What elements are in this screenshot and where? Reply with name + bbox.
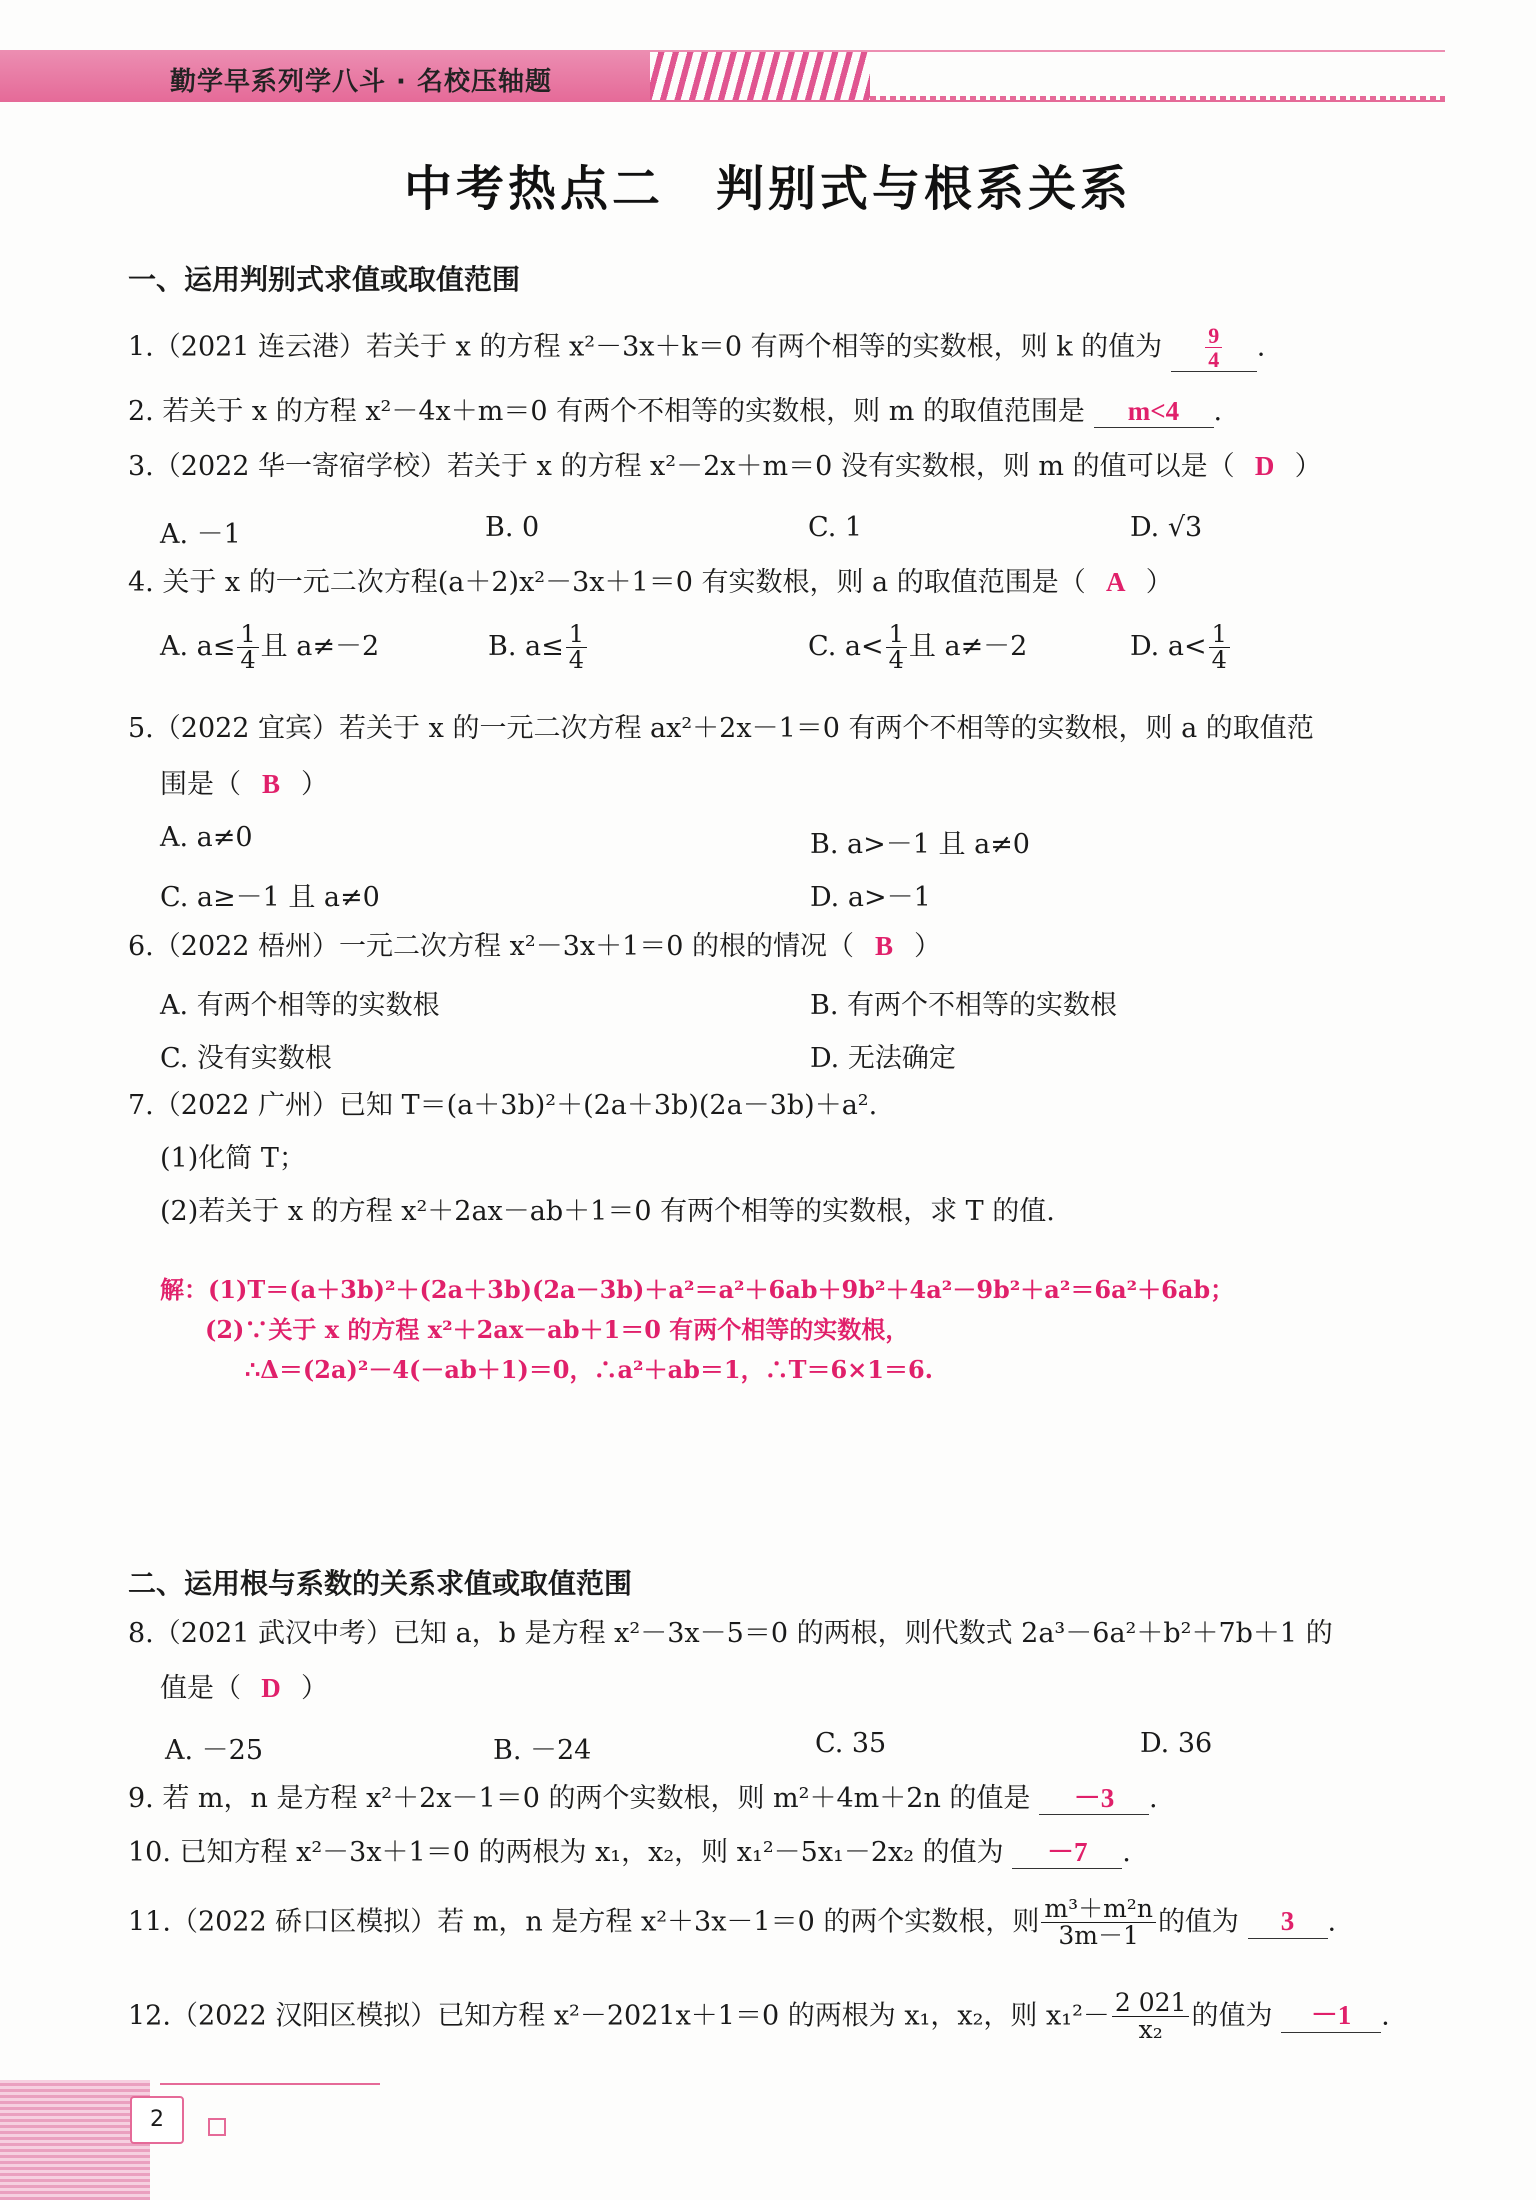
option-d	[1130, 622, 1232, 673]
option-b: B. －24	[493, 1735, 592, 1766]
option-text: B. a≤	[488, 631, 564, 663]
question-10	[128, 1836, 1131, 1869]
answer-choice: D	[261, 1673, 281, 1703]
numerator: 1	[1209, 622, 1230, 648]
question-9	[128, 1782, 1158, 1815]
answer-blank: －3	[1039, 1782, 1149, 1815]
period: .	[1149, 1783, 1158, 1814]
question-1	[128, 324, 1265, 372]
option-text: D. a<	[1130, 631, 1207, 663]
answer-blank: 3	[1248, 1905, 1328, 1938]
question-text: 6.（2022 梧州）一元二次方程 x²－3x＋1＝0 的根的情况（	[128, 931, 855, 962]
question-2	[128, 395, 1222, 428]
option-d: D. a>－1	[810, 882, 931, 913]
denominator: 4	[1211, 646, 1227, 675]
option-c	[808, 622, 1027, 673]
option-c: C. a≥－1 且 a≠0	[160, 882, 380, 913]
numerator: 1	[886, 622, 907, 648]
option-c: C. 没有实数根	[160, 1043, 332, 1074]
close-paren: ）	[301, 1673, 328, 1704]
section-heading-1: 一、运用判别式求值或取值范围	[128, 263, 521, 296]
denominator: 4	[568, 646, 585, 675]
option-a: A. －25	[165, 1735, 264, 1766]
question-8: 8.（2021 武汉中考）已知 a，b 是方程 x²－3x－5＝0 的两根，则代数式 2a³－6a²＋b²＋7b＋1 的	[128, 1618, 1333, 1649]
question-5: 5.（2022 宜宾）若关于 x 的一元二次方程 ax²＋2x－1＝0 有两个不相等的实数根，则 a 的取值范	[128, 713, 1314, 744]
period: .	[1256, 331, 1266, 363]
question-text: 围是（	[160, 769, 241, 800]
option-a: A. a≠0	[160, 822, 253, 853]
answer-fraction	[1205, 324, 1222, 371]
header-rule	[870, 96, 1445, 102]
option-text: 且 a≠－2	[260, 631, 380, 663]
period: .	[1213, 396, 1223, 427]
numerator: 1	[566, 622, 587, 648]
denominator: 4	[888, 646, 904, 675]
question-5-continued	[160, 768, 328, 801]
denominator: 4	[240, 646, 256, 675]
expression-fraction	[1041, 1896, 1156, 1950]
answer-choice: B	[261, 769, 280, 799]
close-paren: ）	[914, 931, 942, 962]
numerator: 1	[237, 622, 258, 648]
numerator: 2 021	[1112, 1990, 1190, 2017]
option-c: C. 1	[808, 512, 863, 543]
answer-blank	[1171, 324, 1257, 372]
fraction	[1209, 622, 1230, 673]
period: .	[1122, 1837, 1131, 1868]
question-6	[128, 930, 941, 963]
option-text: 且 a≠－2	[908, 631, 1028, 663]
question-text: 11.（2022 硚口区模拟）若 m，n 是方程 x²＋3x－1＝0 的两个实数根，则	[128, 1906, 1040, 1938]
question-text: 9. 若 m，n 是方程 x²＋2x－1＝0 的两个实数根，则 m²＋4m＋2n 的值是	[128, 1783, 1031, 1814]
denominator: x₂	[1138, 2015, 1163, 2045]
header-background	[870, 52, 1445, 100]
page-title: 中考热点二 判别式与根系关系	[403, 161, 1132, 217]
question-7-part-1: (1)化简 T；	[160, 1143, 306, 1174]
question-text: 值是（	[160, 1673, 241, 1704]
denominator: 3m－1	[1058, 1921, 1139, 1951]
answer-choice: D	[1254, 451, 1275, 481]
footer-rule	[160, 2083, 380, 2085]
answer-choice: A	[1105, 567, 1126, 597]
solution-line-1: 解：(1)T＝(a＋3b)²＋(2a＋3b)(2a－3b)＋a²＝a²＋6ab＋9b²＋4a²－9b²＋a²＝6a²＋6ab；	[160, 1275, 1235, 1304]
question-text: 1.（2021 连云港）若关于 x 的方程 x²－3x＋k＝0 有两个相等的实数根，则 k 的值为	[128, 331, 1163, 363]
period: .	[1381, 2000, 1390, 2032]
question-text: 2. 若关于 x 的方程 x²－4x＋m＝0 有两个不相等的实数根，则 m 的取值范围是	[128, 396, 1085, 427]
question-11	[128, 1896, 1336, 1950]
option-b: B. 0	[485, 512, 540, 543]
answer-choice: B	[875, 931, 894, 961]
option-a: A. 有两个相等的实数根	[160, 990, 440, 1021]
close-paren: ）	[1294, 451, 1322, 482]
expression-fraction	[1112, 1990, 1190, 2044]
question-text: 12.（2022 汉阳区模拟）已知方程 x²－2021x＋1＝0 的两根为 x₁，x₂，则 x₁²－	[128, 2000, 1110, 2032]
question-12	[128, 1990, 1390, 2044]
fraction	[566, 622, 587, 673]
page-number: 2	[130, 2096, 184, 2144]
question-4	[128, 566, 1173, 599]
option-d: D. √3	[1130, 512, 1203, 543]
question-text: 10. 已知方程 x²－3x＋1＝0 的两根为 x₁，x₂，则 x₁²－5x₁－2x₂ 的值为	[128, 1837, 1004, 1868]
option-a	[160, 622, 379, 673]
series-title: 勤学早系列学八斗 · 名校压轴题	[170, 67, 552, 97]
footer-decoration	[0, 2080, 150, 2200]
option-d: D. 无法确定	[810, 1043, 956, 1074]
option-c: C. 35	[815, 1728, 887, 1759]
denominator: 4	[1208, 347, 1220, 373]
answer-blank: －7	[1012, 1836, 1122, 1869]
numerator: m³＋m²n	[1041, 1896, 1156, 1923]
option-b	[488, 622, 589, 673]
close-paren: ）	[1145, 567, 1173, 598]
option-text: C. a<	[808, 631, 884, 663]
period: .	[1327, 1906, 1337, 1938]
section-heading-2: 二、运用根与系数的关系求值或取值范围	[128, 1567, 633, 1600]
question-text: 的值为	[1191, 2000, 1273, 2032]
question-8-continued	[160, 1672, 328, 1705]
fraction	[237, 622, 258, 673]
question-3	[128, 450, 1322, 483]
option-a: A. －1	[160, 519, 241, 550]
option-b: B. 有两个不相等的实数根	[810, 990, 1118, 1021]
solution-line-3: ∴Δ＝(2a)²－4(－ab＋1)＝0，∴a²＋ab＝1，∴T＝6×1＝6.	[245, 1355, 934, 1384]
question-text: 4. 关于 x 的一元二次方程(a＋2)x²－3x＋1＝0 有实数根，则 a 的取值范围是（	[128, 567, 1086, 598]
fraction	[886, 622, 907, 673]
header-hatch-decoration	[650, 52, 870, 100]
option-d: D. 36	[1140, 1728, 1213, 1759]
option-b: B. a>－1 且 a≠0	[810, 829, 1030, 860]
answer-blank: m<4	[1094, 395, 1214, 428]
question-7-part-2: (2)若关于 x 的方程 x²＋2ax－ab＋1＝0 有两个相等的实数根，求 T 的值.	[160, 1196, 1055, 1227]
question-text: 的值为	[1157, 1906, 1239, 1938]
numerator: 9	[1205, 324, 1222, 348]
answer-blank: －1	[1281, 1999, 1381, 2032]
question-text: 3.（2022 华一寄宿学校）若关于 x 的方程 x²－2x＋m＝0 没有实数根，则 m 的值可以是（	[128, 451, 1235, 482]
question-7: 7.（2022 广州）已知 T＝(a＋3b)²＋(2a＋3b)(2a－3b)＋a².	[128, 1090, 878, 1121]
close-paren: ）	[301, 769, 328, 800]
option-text: A. a≤	[160, 631, 236, 663]
solution-line-2: (2)∵关于 x 的方程 x²＋2ax－ab＋1＝0 有两个相等的实数根，	[205, 1315, 910, 1344]
square-icon	[208, 2118, 226, 2136]
